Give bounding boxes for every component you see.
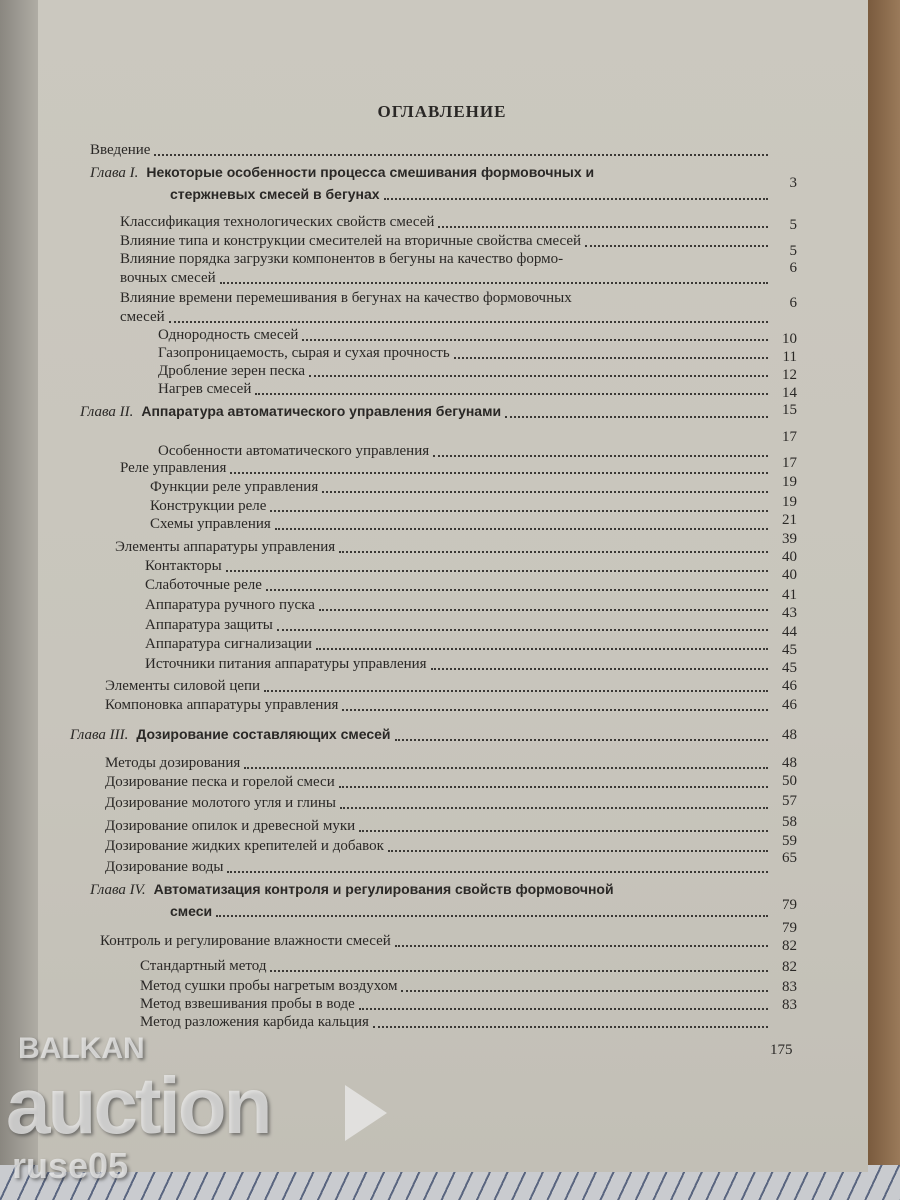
page-title: ОГЛАВЛЕНИЕ xyxy=(377,102,507,121)
entry-label: Элементы силовой цепи xyxy=(105,678,261,694)
dot-leader xyxy=(244,766,768,769)
entry-label-continuation: смеси xyxy=(170,903,213,919)
entry-label: Схемы управления xyxy=(150,516,271,532)
toc-entry xyxy=(150,479,772,496)
dot-leader xyxy=(216,914,768,917)
page-number: 58 xyxy=(782,814,797,830)
dot-leader xyxy=(154,153,768,156)
entry-label: Реле управления xyxy=(120,460,227,476)
entry-label-continuation: стержневых смесей в бегунах xyxy=(170,186,380,202)
page-number: 79 xyxy=(782,920,797,936)
entry-label: Стандартный метод xyxy=(140,958,267,974)
toc-chapter-entry xyxy=(80,403,772,421)
toc-entry xyxy=(140,1014,772,1031)
dot-leader xyxy=(384,197,768,200)
entry-label: Особенности автоматического управления xyxy=(158,443,430,459)
entry-label: Влияние порядка загрузки компонентов в бегуны на качество формо- xyxy=(120,251,564,267)
page-number: 39 xyxy=(782,531,797,547)
dot-leader xyxy=(454,356,768,359)
page-number: 40 xyxy=(782,567,797,583)
page-number: 10 xyxy=(782,331,797,347)
background-right xyxy=(868,0,900,1200)
entry-label: Контакторы xyxy=(145,558,222,574)
dot-leader xyxy=(388,849,768,852)
toc-entry xyxy=(120,233,772,250)
page-number: 14 xyxy=(782,385,797,401)
page-number: 19 xyxy=(782,474,797,490)
toc-entry xyxy=(105,795,772,812)
entry-label: Слаботочные реле xyxy=(145,577,262,593)
dot-leader xyxy=(319,608,768,611)
dot-leader xyxy=(266,588,768,591)
entry-label: Дозирование песка и горелой смеси xyxy=(105,774,335,790)
page-number: 83 xyxy=(782,979,797,995)
toc-entry xyxy=(145,636,772,653)
dot-leader xyxy=(431,667,768,670)
toc-entry xyxy=(140,978,772,995)
toc-entry xyxy=(105,838,772,855)
dot-leader xyxy=(302,338,768,341)
watermark-line3: ruse05 xyxy=(12,1145,129,1186)
page-number: 17 xyxy=(782,455,797,471)
page-number: 57 xyxy=(782,793,797,809)
entry-label-continuation: смесей xyxy=(120,309,165,325)
page-number: 40 xyxy=(782,549,797,565)
dot-leader xyxy=(395,944,768,947)
dot-leader xyxy=(438,225,768,228)
toc-chapter-entry xyxy=(90,164,772,182)
entry-label: Метод взвешивания пробы в воде xyxy=(140,996,355,1012)
entry-label: Дозирование воды xyxy=(105,859,224,875)
entry-label: Дробление зерен песка xyxy=(158,363,306,379)
dot-leader xyxy=(395,738,768,741)
dot-leader xyxy=(322,490,768,493)
dot-leader xyxy=(342,708,768,711)
dot-leader xyxy=(270,969,768,972)
toc-entry xyxy=(158,381,772,398)
toc-entry xyxy=(145,597,772,614)
dot-leader xyxy=(339,550,768,553)
entry-label: Метод разложения карбида кальция xyxy=(140,1014,369,1030)
page-number: 6 xyxy=(789,260,797,276)
page-number: 48 xyxy=(782,727,797,743)
entry-label: Газопроницаемость, сырая и сухая прочность xyxy=(158,345,450,361)
entry-label: Контроль и регулирование влажности смесей xyxy=(100,933,391,949)
entry-label: Дозирование опилок и древесной муки xyxy=(105,818,356,834)
toc-entry-continuation xyxy=(120,270,772,287)
entry-label: Автоматизация контроля и регулирования свойств формовочной xyxy=(153,881,614,897)
toc-entry xyxy=(145,558,772,575)
toc-entry-continuation xyxy=(170,186,772,203)
toc-chapter-entry xyxy=(70,726,772,744)
entry-label: Влияние типа и конструкции смесителей на вторичные свойства смесей xyxy=(120,233,582,249)
entry-label: Методы дозирования xyxy=(105,755,241,771)
page-number: 59 xyxy=(782,833,797,849)
entry-label: Конструкции реле xyxy=(150,498,267,514)
toc-entry xyxy=(105,774,772,791)
toc-entry xyxy=(150,498,772,515)
dot-leader xyxy=(270,509,768,512)
toc-chapter-entry xyxy=(90,881,772,899)
entry-label: Аппаратура сигнализации xyxy=(145,636,312,652)
entry-label: Функции реле управления xyxy=(150,479,319,495)
toc-entry xyxy=(158,443,772,460)
toc-entry-continuation xyxy=(170,903,772,920)
dot-leader xyxy=(264,689,768,692)
dot-leader xyxy=(585,244,768,247)
chapter-number: Глава IV. xyxy=(90,882,146,898)
page-number: 41 xyxy=(782,587,797,603)
watermark-line1: BALKAN xyxy=(18,1032,145,1065)
entry-label: Нагрев смесей xyxy=(158,381,252,397)
page-number: 45 xyxy=(782,642,797,658)
page-number: 46 xyxy=(782,678,797,694)
entry-label-continuation: вочных смесей xyxy=(120,270,216,286)
toc-entry xyxy=(158,363,772,380)
entry-label: Дозирование составляющих смесей xyxy=(136,726,391,742)
entry-label: Источники питания аппаратуры управления xyxy=(145,656,427,672)
page-number: 17 xyxy=(782,429,797,445)
toc-entry xyxy=(105,859,772,876)
toc-entry xyxy=(145,577,772,594)
toc-entry xyxy=(90,142,772,159)
toc-entry xyxy=(115,539,772,556)
page-number: 82 xyxy=(782,959,797,975)
page-number: 44 xyxy=(782,624,797,640)
page-number: 65 xyxy=(782,850,797,866)
page-number: 79 xyxy=(782,897,797,913)
watermark-line2: auction xyxy=(6,1061,270,1150)
page-number: 5 xyxy=(789,217,797,233)
dot-leader xyxy=(230,471,768,474)
page-number: 11 xyxy=(782,349,797,365)
dot-leader xyxy=(359,829,768,832)
toc-entry xyxy=(105,818,772,835)
page-number: 3 xyxy=(789,175,797,191)
dot-leader xyxy=(316,647,768,650)
entry-label: Введение xyxy=(90,142,151,158)
entry-label: Некоторые особенности процесса смешивания формовочных и xyxy=(146,164,595,180)
dot-leader xyxy=(169,320,768,323)
toc-entry xyxy=(158,327,772,344)
page-number: 50 xyxy=(782,773,797,789)
chapter-number: Глава III. xyxy=(70,727,129,743)
dot-leader xyxy=(401,989,768,992)
dot-leader xyxy=(359,1007,768,1010)
page-footer-number: 175 xyxy=(770,1042,793,1058)
entry-label: Дозирование жидких крепителей и добавок xyxy=(105,838,384,854)
page-number: 82 xyxy=(782,938,797,954)
toc-entry xyxy=(150,516,772,533)
toc-entry xyxy=(140,996,772,1013)
entry-label: Дозирование молотого угля и глины xyxy=(105,795,336,811)
toc-entry xyxy=(100,933,772,950)
entry-label: Однородность смесей xyxy=(158,327,299,343)
toc-entry xyxy=(105,678,772,695)
toc-entry xyxy=(105,697,772,714)
page-number: 83 xyxy=(782,997,797,1013)
chapter-number: Глава I. xyxy=(90,165,139,181)
toc-entry xyxy=(120,251,772,268)
page-number: 12 xyxy=(782,367,797,383)
page-number: 45 xyxy=(782,660,797,676)
dot-leader xyxy=(309,374,768,377)
page-number: 48 xyxy=(782,755,797,771)
entry-label: Влияние времени перемешивания в бегунах на качество формовочных xyxy=(120,290,572,306)
dot-leader xyxy=(227,870,768,873)
entry-label: Классификация технологических свойств смесей xyxy=(120,214,435,230)
page-number: 15 xyxy=(782,402,797,418)
dot-leader xyxy=(433,454,768,457)
page-number: 46 xyxy=(782,697,797,713)
page-number: 6 xyxy=(789,295,797,311)
toc-entry xyxy=(145,656,772,673)
toc-entry-continuation xyxy=(120,309,772,326)
dot-leader xyxy=(339,785,768,788)
toc-entry xyxy=(120,460,772,477)
dot-leader xyxy=(220,281,768,284)
toc-entry xyxy=(140,958,772,975)
entry-label: Компоновка аппаратуры управления xyxy=(105,697,339,713)
page-number: 21 xyxy=(782,512,797,528)
chapter-number: Глава II. xyxy=(80,404,134,420)
dot-leader xyxy=(275,527,768,530)
entry-label: Аппаратура автоматического управления бегунами xyxy=(141,403,502,419)
toc-entry xyxy=(158,345,772,362)
page-number: 5 xyxy=(789,243,797,259)
entry-label: Аппаратура защиты xyxy=(145,617,273,633)
dot-leader xyxy=(373,1025,768,1028)
dot-leader xyxy=(277,628,768,631)
toc-entry xyxy=(120,214,772,231)
toc-entry xyxy=(145,617,772,634)
watermark-play-icon xyxy=(345,1085,387,1141)
entry-label: Аппаратура ручного пуска xyxy=(145,597,315,613)
entry-label: Элементы аппаратуры управления xyxy=(115,539,336,555)
dot-leader xyxy=(505,415,768,418)
dot-leader xyxy=(255,392,768,395)
entry-label: Метод сушки пробы нагретым воздухом xyxy=(140,978,398,994)
toc-entry xyxy=(105,755,772,772)
page-number: 43 xyxy=(782,605,797,621)
toc-entry xyxy=(120,290,772,307)
dot-leader xyxy=(340,806,768,809)
dot-leader xyxy=(226,569,768,572)
page-number: 19 xyxy=(782,494,797,510)
